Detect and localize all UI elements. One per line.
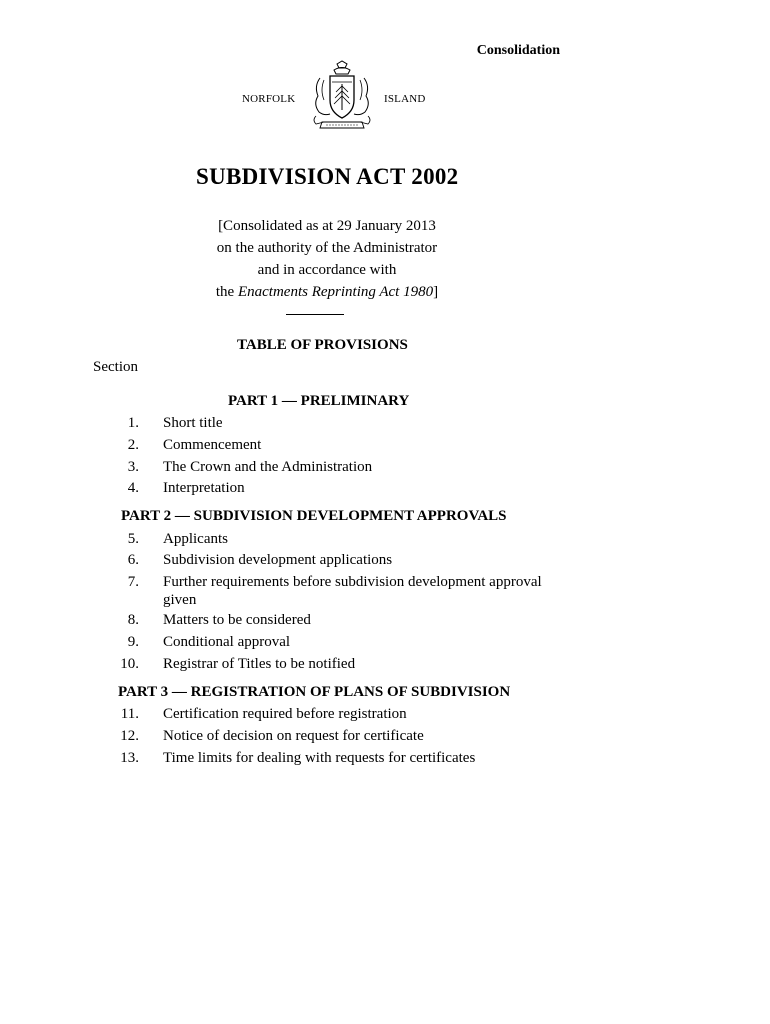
item-number: 1. [127, 415, 139, 431]
item-number: 4. [127, 480, 139, 496]
item-title: Notice of decision on request for certificate [163, 728, 424, 744]
consolidation-note [160, 215, 494, 303]
item-title: Conditional approval [163, 634, 291, 650]
item-number: 8. [127, 612, 139, 628]
item-title: Further requirements before subdivision development approval given [163, 574, 542, 608]
consolidation-note-line [160, 281, 494, 303]
item-title: Applicants [163, 531, 228, 547]
item-title: The Crown and the Administration [163, 459, 373, 475]
item-title: Certification required before registration [163, 706, 407, 722]
consolidation-note-line: and in accordance with [257, 262, 397, 278]
item-title: Registrar of Titles to be notified [163, 656, 356, 672]
item-title: Short title [163, 415, 223, 431]
item-title: Commencement [163, 437, 262, 453]
item-number: 7. [127, 574, 139, 590]
item-number: 9. [127, 634, 139, 650]
item-title: Subdivision development applications [163, 552, 393, 568]
enactments-act-name: Enactments Reprinting Act 1980 [237, 284, 434, 300]
section-column-label: Section [93, 359, 138, 375]
item-number: 3. [127, 459, 139, 475]
coat-of-arms-icon [310, 60, 374, 132]
crest-left-label: NORFOLK [242, 93, 296, 105]
item-number: 10. [120, 656, 139, 672]
item-number: 6. [127, 552, 139, 568]
note-suffix: ] [433, 284, 439, 300]
item-number: 11. [120, 706, 139, 722]
consolidation-note-line: [Consolidated as at 29 January 2013 [218, 218, 436, 234]
item-number: 13. [120, 750, 139, 766]
part-2-heading: PART 2 — SUBDIVISION DEVELOPMENT APPROVALS [121, 508, 507, 524]
item-number: 12. [120, 728, 139, 744]
item-title: Time limits for dealing with requests for certificates [163, 750, 476, 766]
consolidation-label: Consolidation [476, 43, 560, 58]
consolidation-note-line: on the authority of the Administrator [216, 240, 438, 256]
crest-right-label: ISLAND [384, 93, 426, 105]
separator-rule [286, 314, 344, 315]
crest-header [0, 60, 770, 132]
item-title: Interpretation [163, 480, 245, 496]
part-1-heading: PART 1 — PRELIMINARY [228, 393, 410, 409]
note-prefix: the [215, 284, 238, 300]
act-title: SUBDIVISION ACT 2002 [196, 164, 459, 189]
toc-heading: TABLE OF PROVISIONS [237, 337, 408, 353]
item-number: 5. [127, 531, 139, 547]
item-title: Matters to be considered [163, 612, 311, 628]
item-number: 2. [127, 437, 139, 453]
part-3-heading: PART 3 — REGISTRATION OF PLANS OF SUBDIVISION [118, 684, 511, 700]
